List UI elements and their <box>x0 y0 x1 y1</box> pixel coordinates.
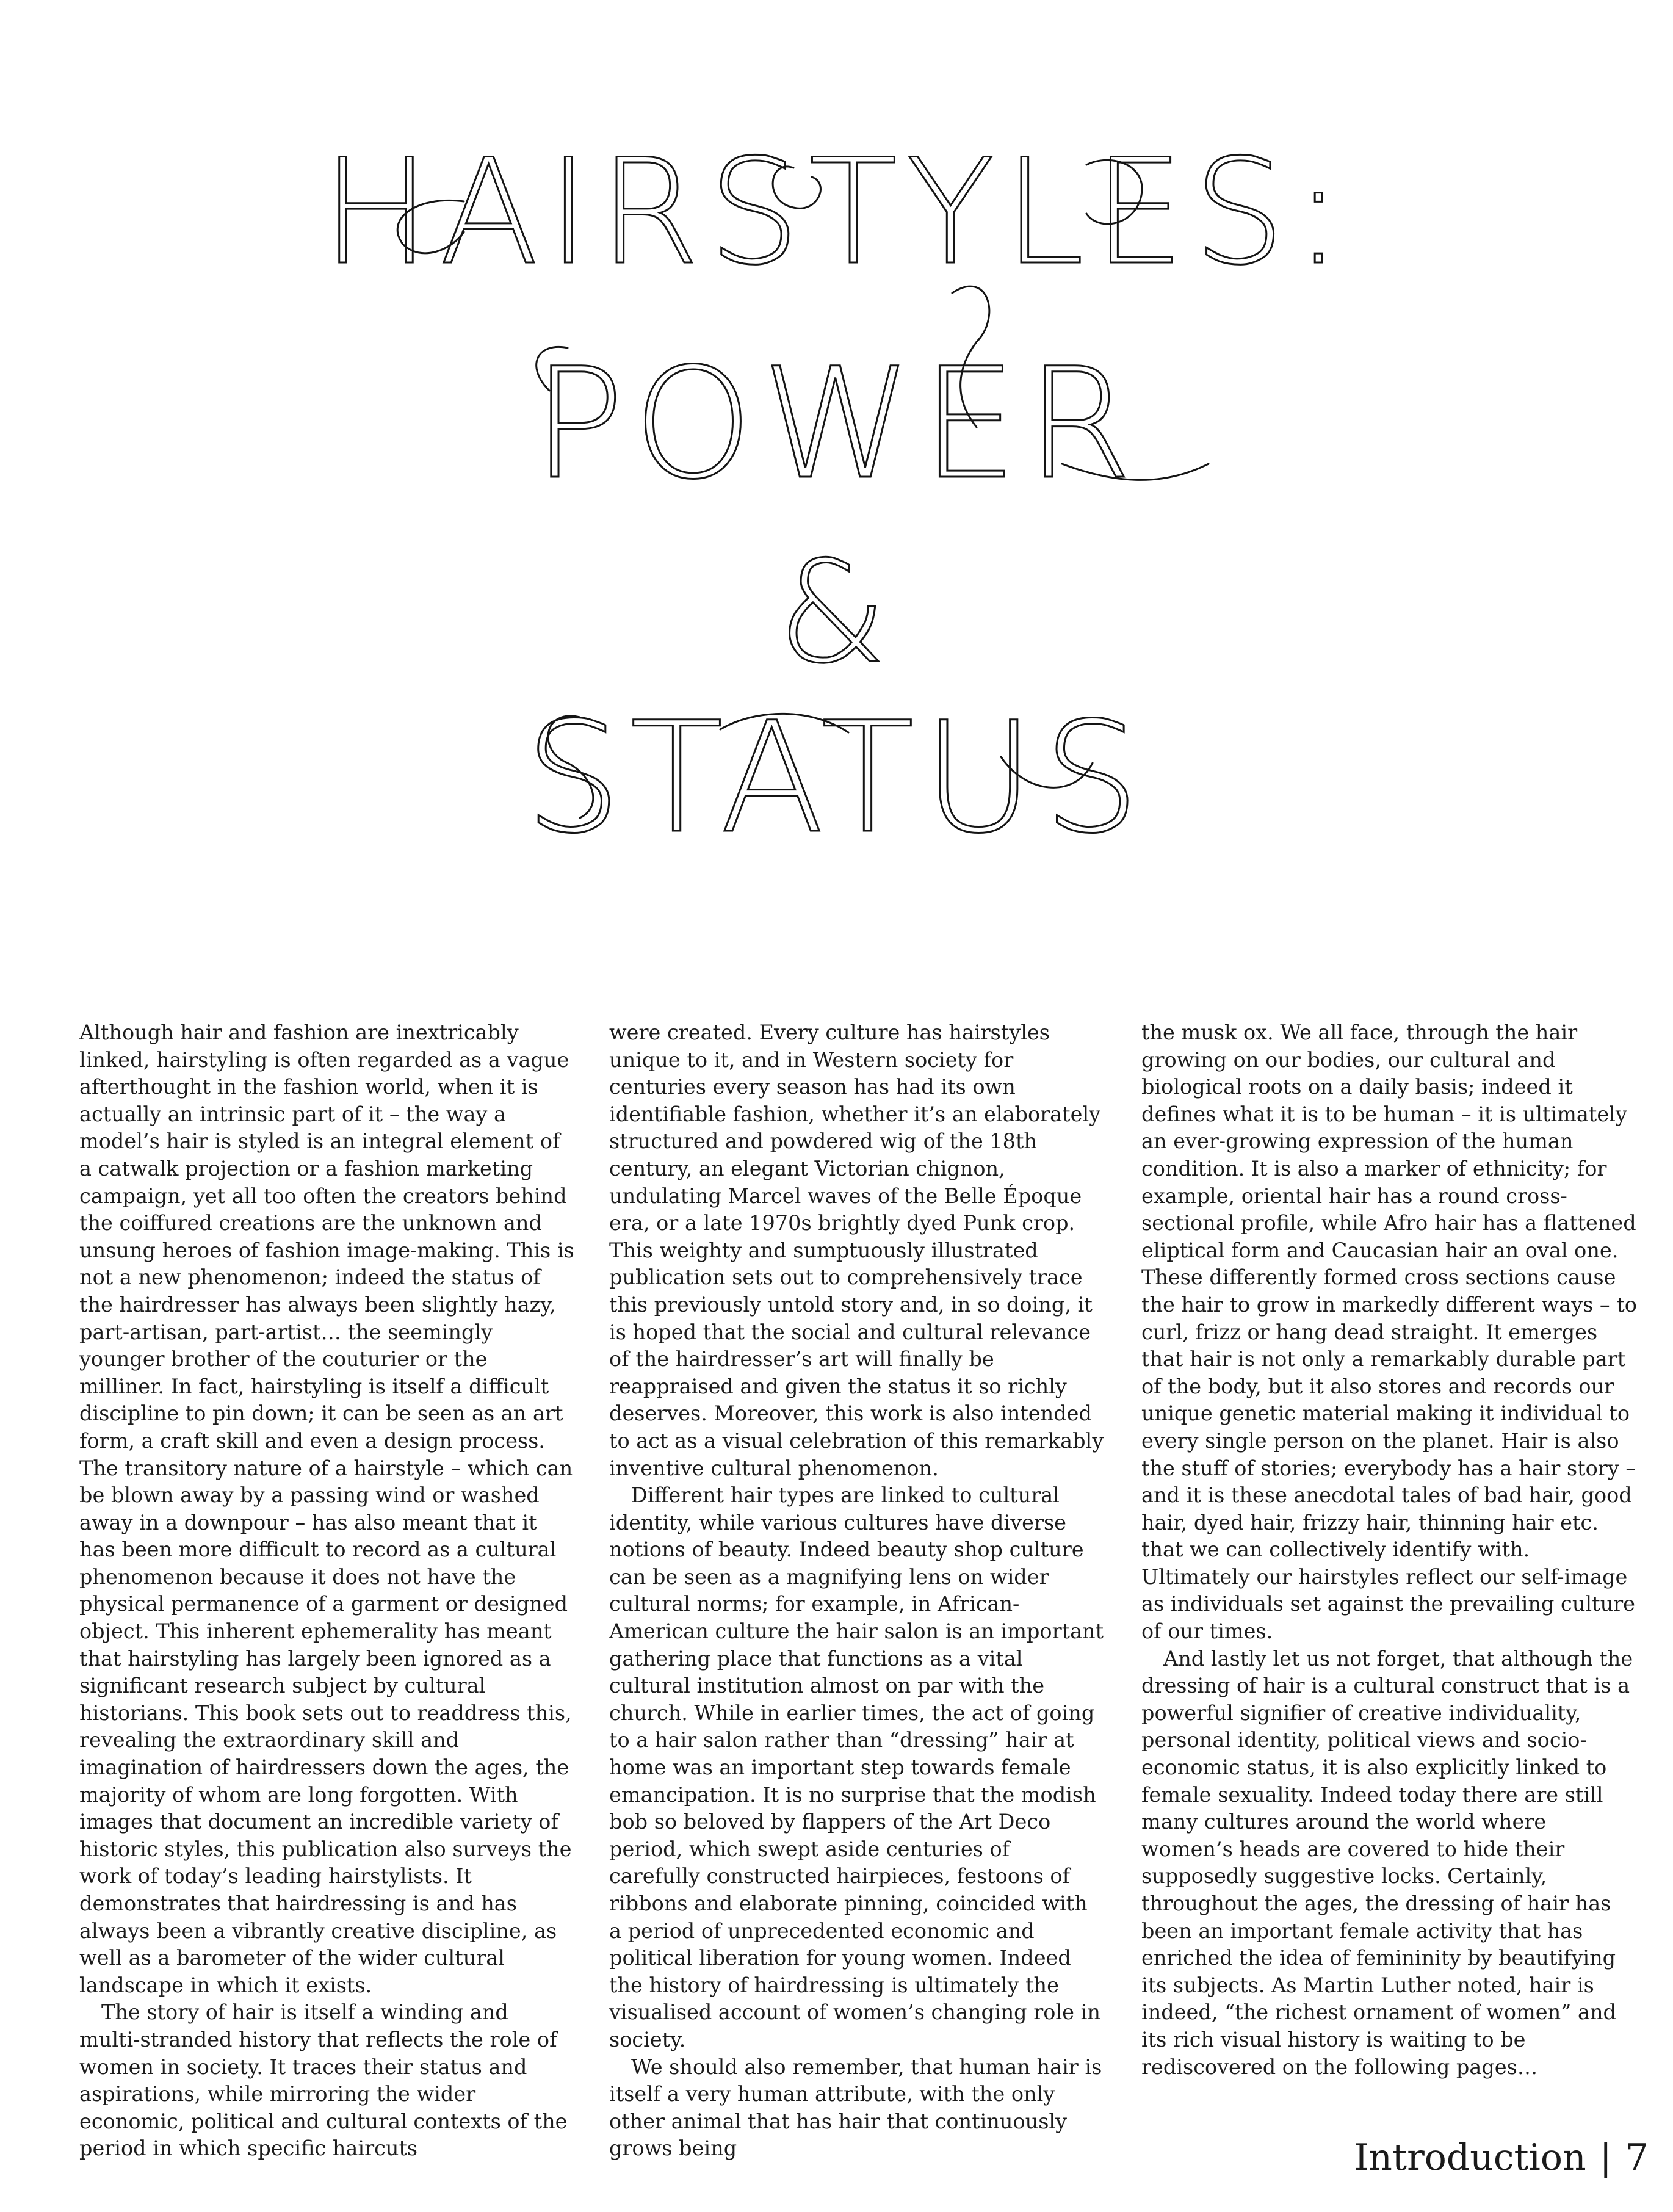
section-name: Introduction <box>1354 2136 1586 2179</box>
page-footer <box>1354 2136 1649 2179</box>
text-column-3 <box>1141 1019 1637 2081</box>
text-column-1 <box>79 1019 575 2163</box>
text-column-2 <box>609 1019 1105 2163</box>
paragraph: Different hair types are linked to cultural identity, while various cultures have diverse notions of beauty. Indeed beauty shop culture can be seen as a magnifying lens on wider cultural norms; for example, in African-American culture the hair salon is an important gathering place that functions as a vital cultural institution almost on par with the church. While in earlier times, the act of going to a hair salon rather than “dressing” hair at home was an important step towards female emancipation. It is no surprise that the modish bob so beloved by flappers of the Art Deco period, which swept aside centuries of carefully constructed hairpieces, festoons of ribbons and elaborate pinning, coincided with a period of unprecedented economic and political liberation for young women. Indeed the history of hairdressing is ultimately the visualised account of women’s changing role in society. <box>609 1483 1104 2051</box>
page-number: 7 <box>1625 2136 1649 2179</box>
paragraph: were created. Every culture has hairstyles unique to it, and in Western society for centuries every season has had its own identifiable fashion, whether it’s an elaborately structured and powdered wig of the 18th century, an elegant Victorian chignon, undulating Marcel waves of the Belle Époque era, or a late 1970s brightly dyed Punk crop. This weighty and sumptuously illustrated publication sets out to comprehensively trace this previously untold story and, in so doing, it is hoped that the social and cultural relevance of the hairdresser’s art will finally be reappraised and given the status it so richly deserves. Moreover, this work is also intended to act as a visual celebration of this remarkably inventive cultural phenomenon. <box>609 1021 1104 1480</box>
title-line-ampersand: & <box>777 532 896 695</box>
paragraph: And lastly let us not forget, that although the dressing of hair is a cultural construct that is a powerful signifier of creative individuality, personal identity, political views and socio-economic status, it is also explicitly linked to female sexuality. Indeed today there are still many cultures around the world where women’s heads are covered to hide their supposedly suggestive locks. Certainly, throughout the ages, the dressing of hair has been an important female activity that has enriched the idea of femininity by beautifying its subjects. As Martin Luther noted, hair is indeed, “the richest ornament of women” and its rich visual history is waiting to be rediscovered on the following pages… <box>1141 1646 1633 2079</box>
title-line-hairstyles: HAIRSTYLES: <box>321 128 1352 297</box>
title-line-status: STATUS <box>524 689 1149 867</box>
paragraph: We should also remember, that human hair is itself a very human attribute, with the only other animal that has hair that continuously grows being <box>609 2055 1102 2161</box>
paragraph: Although hair and fashion are inextricably linked, hairstyling is often regarded as a vague afterthought in the fashion world, when it is actually an intrinsic part of it – the way a model’s hair is styled is an integral element of a catwalk projection or a fashion marketing campaign, yet all too often the creators behind the coiffured creations are the unknown and unsung heroes of fashion image-making. This is not a new phenomenon; indeed the status of the hairdresser has always been slightly hazy, part-artisan, part-artist… the seemingly younger brother of the couturier or the milliner. In fact, hairstyling is itself a difficult discipline to pin down; it can be seen as an art form, a craft skill and even a design process. The transitory nature of a hairstyle – which can be blown away by a passing wind or washed away in a downpour – has also meant that it has been more difficult to record as a cultural phenomenon because it does not have the physical permanence of a garment or designed object. This inherent ephemerality has meant that hairstyling has largely been ignored as a significant research subject by cultural historians. This book sets out to readdress this, revealing the extraordinary skill and imagination of hairdressers down the ages, the majority of whom are long forgotten. With images that document an incredible variety of historic styles, this publication also surveys the work of today’s leading hairstylists. It demonstrates that hairdressing is and has always been a vibrantly creative discipline, as well as a barometer of the wider cultural landscape in which it exists. <box>79 1021 574 1997</box>
title-line-power: POWER <box>532 335 1141 513</box>
footer-separator: | <box>1599 2136 1612 2179</box>
paragraph: The story of hair is itself a winding and multi-stranded history that reflects the role of women in society. It traces their status and aspirations, while mirroring the wider economic, political and cultural contexts of the period in which specific haircuts <box>79 2000 568 2161</box>
paragraph: the musk ox. We all face, through the hair growing on our bodies, our cultural and biological roots on a daily basis; indeed it defines what it is to be human – it is ultimately an ever-growing expression of the human condition. It is also a marker of ethnicity; for example, oriental hair has a round cross-sectional profile, while Afro hair has a flattened eliptical form and Caucasian hair an oval one. These differently formed cross sections cause the hair to grow in markedly different ways – to curl, frizz or hang dead straight. It emerges that hair is not only a remarkably durable part of the body, but it also stores and records our unique genetic material making it individual to every single person on the planet. Hair is also the stuff of stories; everybody has a hair story – and it is these anecdotal tales of bad hair, good hair, dyed hair, frizzy hair, thinning hair etc. that we can collectively identify with. Ultimately our hairstyles reflect our self-image as individuals set against the prevailing culture of our times. <box>1141 1021 1637 1644</box>
